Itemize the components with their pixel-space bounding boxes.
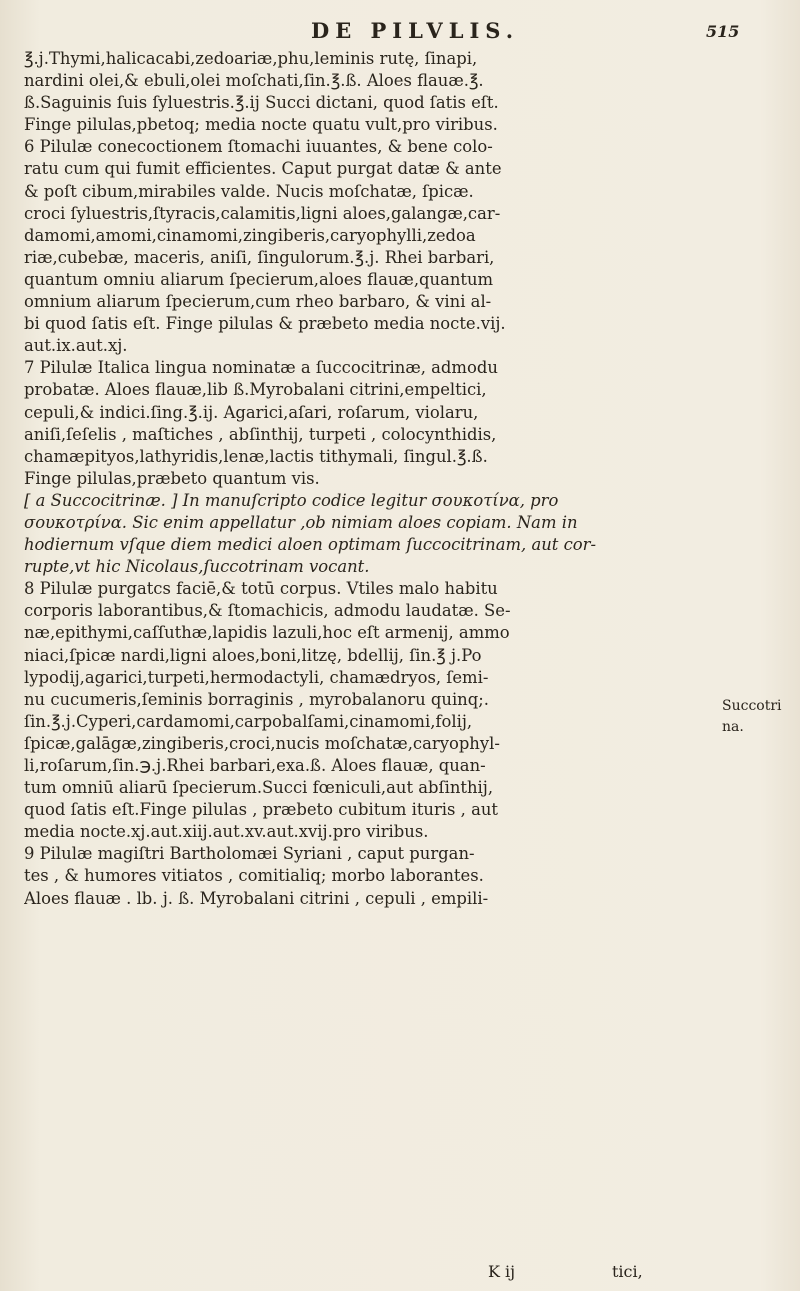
- text-line: 6 Pilulæ conecoctionem ſtomachi iuuantes, & bene colo-: [24, 137, 493, 157]
- text-line: aniſi,ſeſelis , maſtiches , abſinthij, turpeti , colocynthidis,: [24, 424, 497, 444]
- text-line: aut.ix.aut.xj.: [24, 336, 128, 356]
- text-line: nardini olei,& ebuli,olei moſchati,ſin.℥.ß. Aloes flauæ.℥.: [24, 71, 484, 91]
- text-line: cepuli,& indici.ſing.℥.ij. Agarici,aſari, roſarum, violaru,: [24, 402, 479, 422]
- running-head: DE PILVLIS.: [310, 18, 520, 43]
- signature-mark: K ij: [488, 1262, 516, 1281]
- text-line: ℥.j.Thymi,halicacabi,zedoariæ,phu,leminis rutę, ſinapi,: [24, 49, 478, 68]
- text-line: [ a Succocitrinæ. ] In manuſcripto codice legitur σουκοτίνα, pro: [24, 490, 559, 510]
- catchword: tici,: [612, 1262, 643, 1281]
- text-line: ß.Saguinis ſuis ſyluestris.℥.ij Succi dictani, quod ſatis eſt.: [24, 93, 499, 113]
- margin-note-line: Succotri: [722, 698, 782, 714]
- text-line: Finge pilulas,præbeto quantum vis.: [24, 468, 320, 488]
- text-line: quod ſatis eſt.Finge pilulas , præbeto cubitum ituris , aut: [24, 800, 499, 820]
- text-line: hodiernum vſque diem medici aloen optimam ſuccocitrinam, aut cor-: [24, 535, 597, 555]
- text-line: lypodij,agarici,turpeti,hermodactyli, chamædryos, ſemi-: [24, 667, 489, 687]
- page-number: 515: [706, 22, 740, 41]
- text-line: rupte,vt hic Nicolaus,ſuccotrinam vocant.: [24, 557, 370, 577]
- margin-note-line: na.: [722, 719, 744, 735]
- text-line: quantum omniu aliarum ſpecierum,aloes flauæ,quantum: [24, 269, 494, 289]
- text-line: media nocte.xj.aut.xiij.aut.xv.aut.xvij.pro viribus.: [24, 822, 429, 842]
- text-line: ſin.℥.j.Cyperi,cardamomi,carpobalſami,cinamomi,folij,: [24, 711, 473, 731]
- page-header: [0, 12, 800, 46]
- text-line: probatæ. Aloes flauæ,lib ß.Myrobalani citrini,empeltici,: [24, 380, 487, 400]
- text-line: nu cucumeris,ſeminis borraginis , myrobalanoru quinq;.: [24, 689, 489, 709]
- text-line: chamæpityos,lathyridis,lenæ,lactis tithymali, ſingul.℥.ß.: [24, 446, 488, 466]
- text-line: ratu cum qui fumit efficientes. Caput purgat datæ & ante: [24, 159, 502, 179]
- text-line: ſpicæ,galāgæ,zingiberis,croci,nucis moſchatæ,caryophyl-: [24, 733, 500, 753]
- text-line: 7 Pilulæ Italica lingua nominatæ a ſuccocitrinæ, admodu: [24, 358, 498, 378]
- text-line: tum omniū aliarū ſpecierum.Succi fœniculi,aut abſinthij,: [24, 778, 494, 798]
- text-line: croci ſyluestris,ſtyracis,calamitis,ligni aloes,galangæ,car-: [24, 203, 501, 223]
- text-line: 9 Pilulæ magiſtri Bartholomæi Syriani , caput purgan-: [24, 844, 475, 864]
- text-line: Finge pilulas,pbetoq; media nocte quatu vult,pro viribus.: [24, 115, 498, 135]
- text-line: damomi,amomi,cinamomi,zingiberis,caryophylli,zedoa: [24, 225, 476, 245]
- text-line: σουκοτρίνα. Sic enim appellatur ,ob nimiam aloes copiam. Nam in: [24, 512, 578, 532]
- text-line: 8 Pilulæ purgatcs faciē,& totū corpus. Vtiles malo habitu: [24, 579, 498, 599]
- text-line: næ,epithymi,caſſuthæ,lapidis lazuli,hoc eſt armenij, ammo: [24, 623, 510, 643]
- text-line: & poſt cibum,mirabiles valde. Nucis moſchatæ, ſpicæ.: [24, 181, 474, 201]
- text-line: omnium aliarum ſpecierum,cum rheo barbaro, & vini al-: [24, 292, 492, 312]
- text-line: tes , & humores vitiatos , comitialiq; morbo laborantes.: [24, 866, 484, 886]
- text-line: niaci,ſpicæ nardi,ligni aloes,boni,litzę, bdellij, ſin.℥ j.Po: [24, 645, 482, 665]
- text-line: li,roſarum,ſin.℈.j.Rhei barbari,exa.ß. Aloes flauæ, quan-: [24, 756, 486, 775]
- margin-note: [722, 696, 798, 738]
- text-line: bi quod ſatis eſt. Finge pilulas & præbeto media nocte.vij.: [24, 314, 506, 334]
- text-line: riæ,cubebæ, maceris, aniſi, ſingulorum.℥.j. Rhei barbari,: [24, 247, 495, 267]
- text-line: Aloes flauæ . lb. j. ß. Myrobalani citrini , cepuli , empili-: [24, 888, 489, 908]
- text-line: corporis laborantibus,& ſtomachicis, admodu laudatæ. Se-: [24, 601, 511, 621]
- body-text: [24, 48, 714, 910]
